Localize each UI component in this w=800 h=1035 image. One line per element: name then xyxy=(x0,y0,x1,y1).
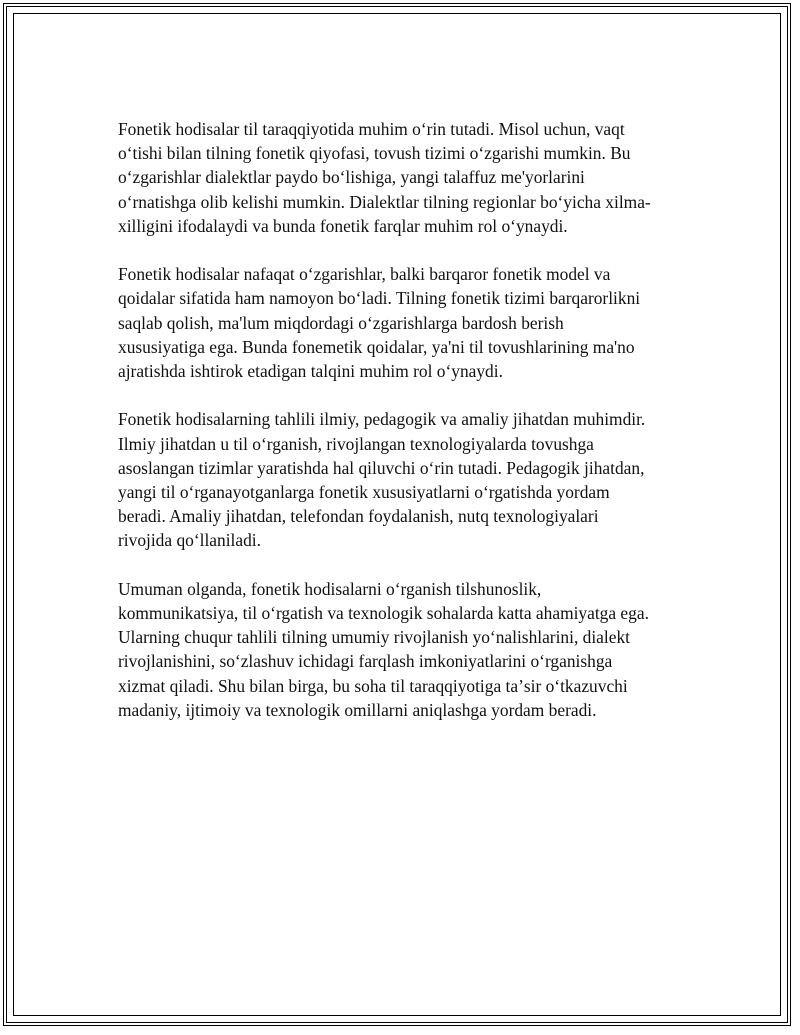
paragraph-3: Fonetik hodisalarning tahlili ilmiy, pedagogik va amaliy jihatdan muhimdir. Ilmiy jihatdan u til oʻrganish, rivojlangan texnologiyalarda tovushga asoslangan tizimlar yaratishda hal qiluvchi oʻrin tutadi. Pedagogik jihatdan, yangi til oʻrganayotganlarga fonetik xususiyatlarni oʻrgatishda yordam beradi. Amaliy jihatdan, telefondan foydalanish, nutq texnologiyalari rivojida qoʻllaniladi. xyxy=(118,409,646,551)
paragraph-2: Fonetik hodisalar nafaqat oʻzgarishlar, balki barqaror fonetik model va qoidalar sifatida ham namoyon boʻladi. Tilning fonetik tizimi barqarorlikni saqlab qolish, ma'lum miqdordagi oʻzgarishlarga bardosh berish xususiyatiga ega. Bunda fonemetik qoidalar, ya'ni til tovushlarining ma'no ajratishda ishtirok etadigan talqini muhim rol oʻynaydi. xyxy=(118,264,641,382)
document-body xyxy=(118,117,684,746)
paragraph-4: Umuman olganda, fonetik hodisalarni oʻrganish tilshunoslik, kommunikatsiya, til oʻrgatish va texnologik sohalarda katta ahamiyatga ega. Ularning chuqur tahlili tilning umumiy rivojlanish yoʻnalishlarini, dialekt rivojlanishini, soʻzlashuv ichidagi farqlash imkoniyatlarini oʻrganishga xizmat qiladi. Shu bilan birga, bu soha til taraqqiyotiga taʼsir oʻtkazuvchi madaniy, ijtimoiy va texnologik omillarni aniqlashga yordam beradi. xyxy=(118,578,649,720)
paragraph-1: Fonetik hodisalar til taraqqiyotida muhim oʻrin tutadi. Misol uchun, vaqt oʻtishi bilan tilning fonetik qiyofasi, tovush tizimi oʻzgarishi mumkin. Bu oʻzgarishlar dialektlar paydo boʻlishiga, yangi talaffuz me'yorlarini oʻrnatishga olib kelishi mumkin. Dialektlar tilning regionlar boʻyicha xilma- xilligini ifodalaydi va bunda fonetik farqlar muhim rol oʻynaydi. xyxy=(118,119,651,236)
